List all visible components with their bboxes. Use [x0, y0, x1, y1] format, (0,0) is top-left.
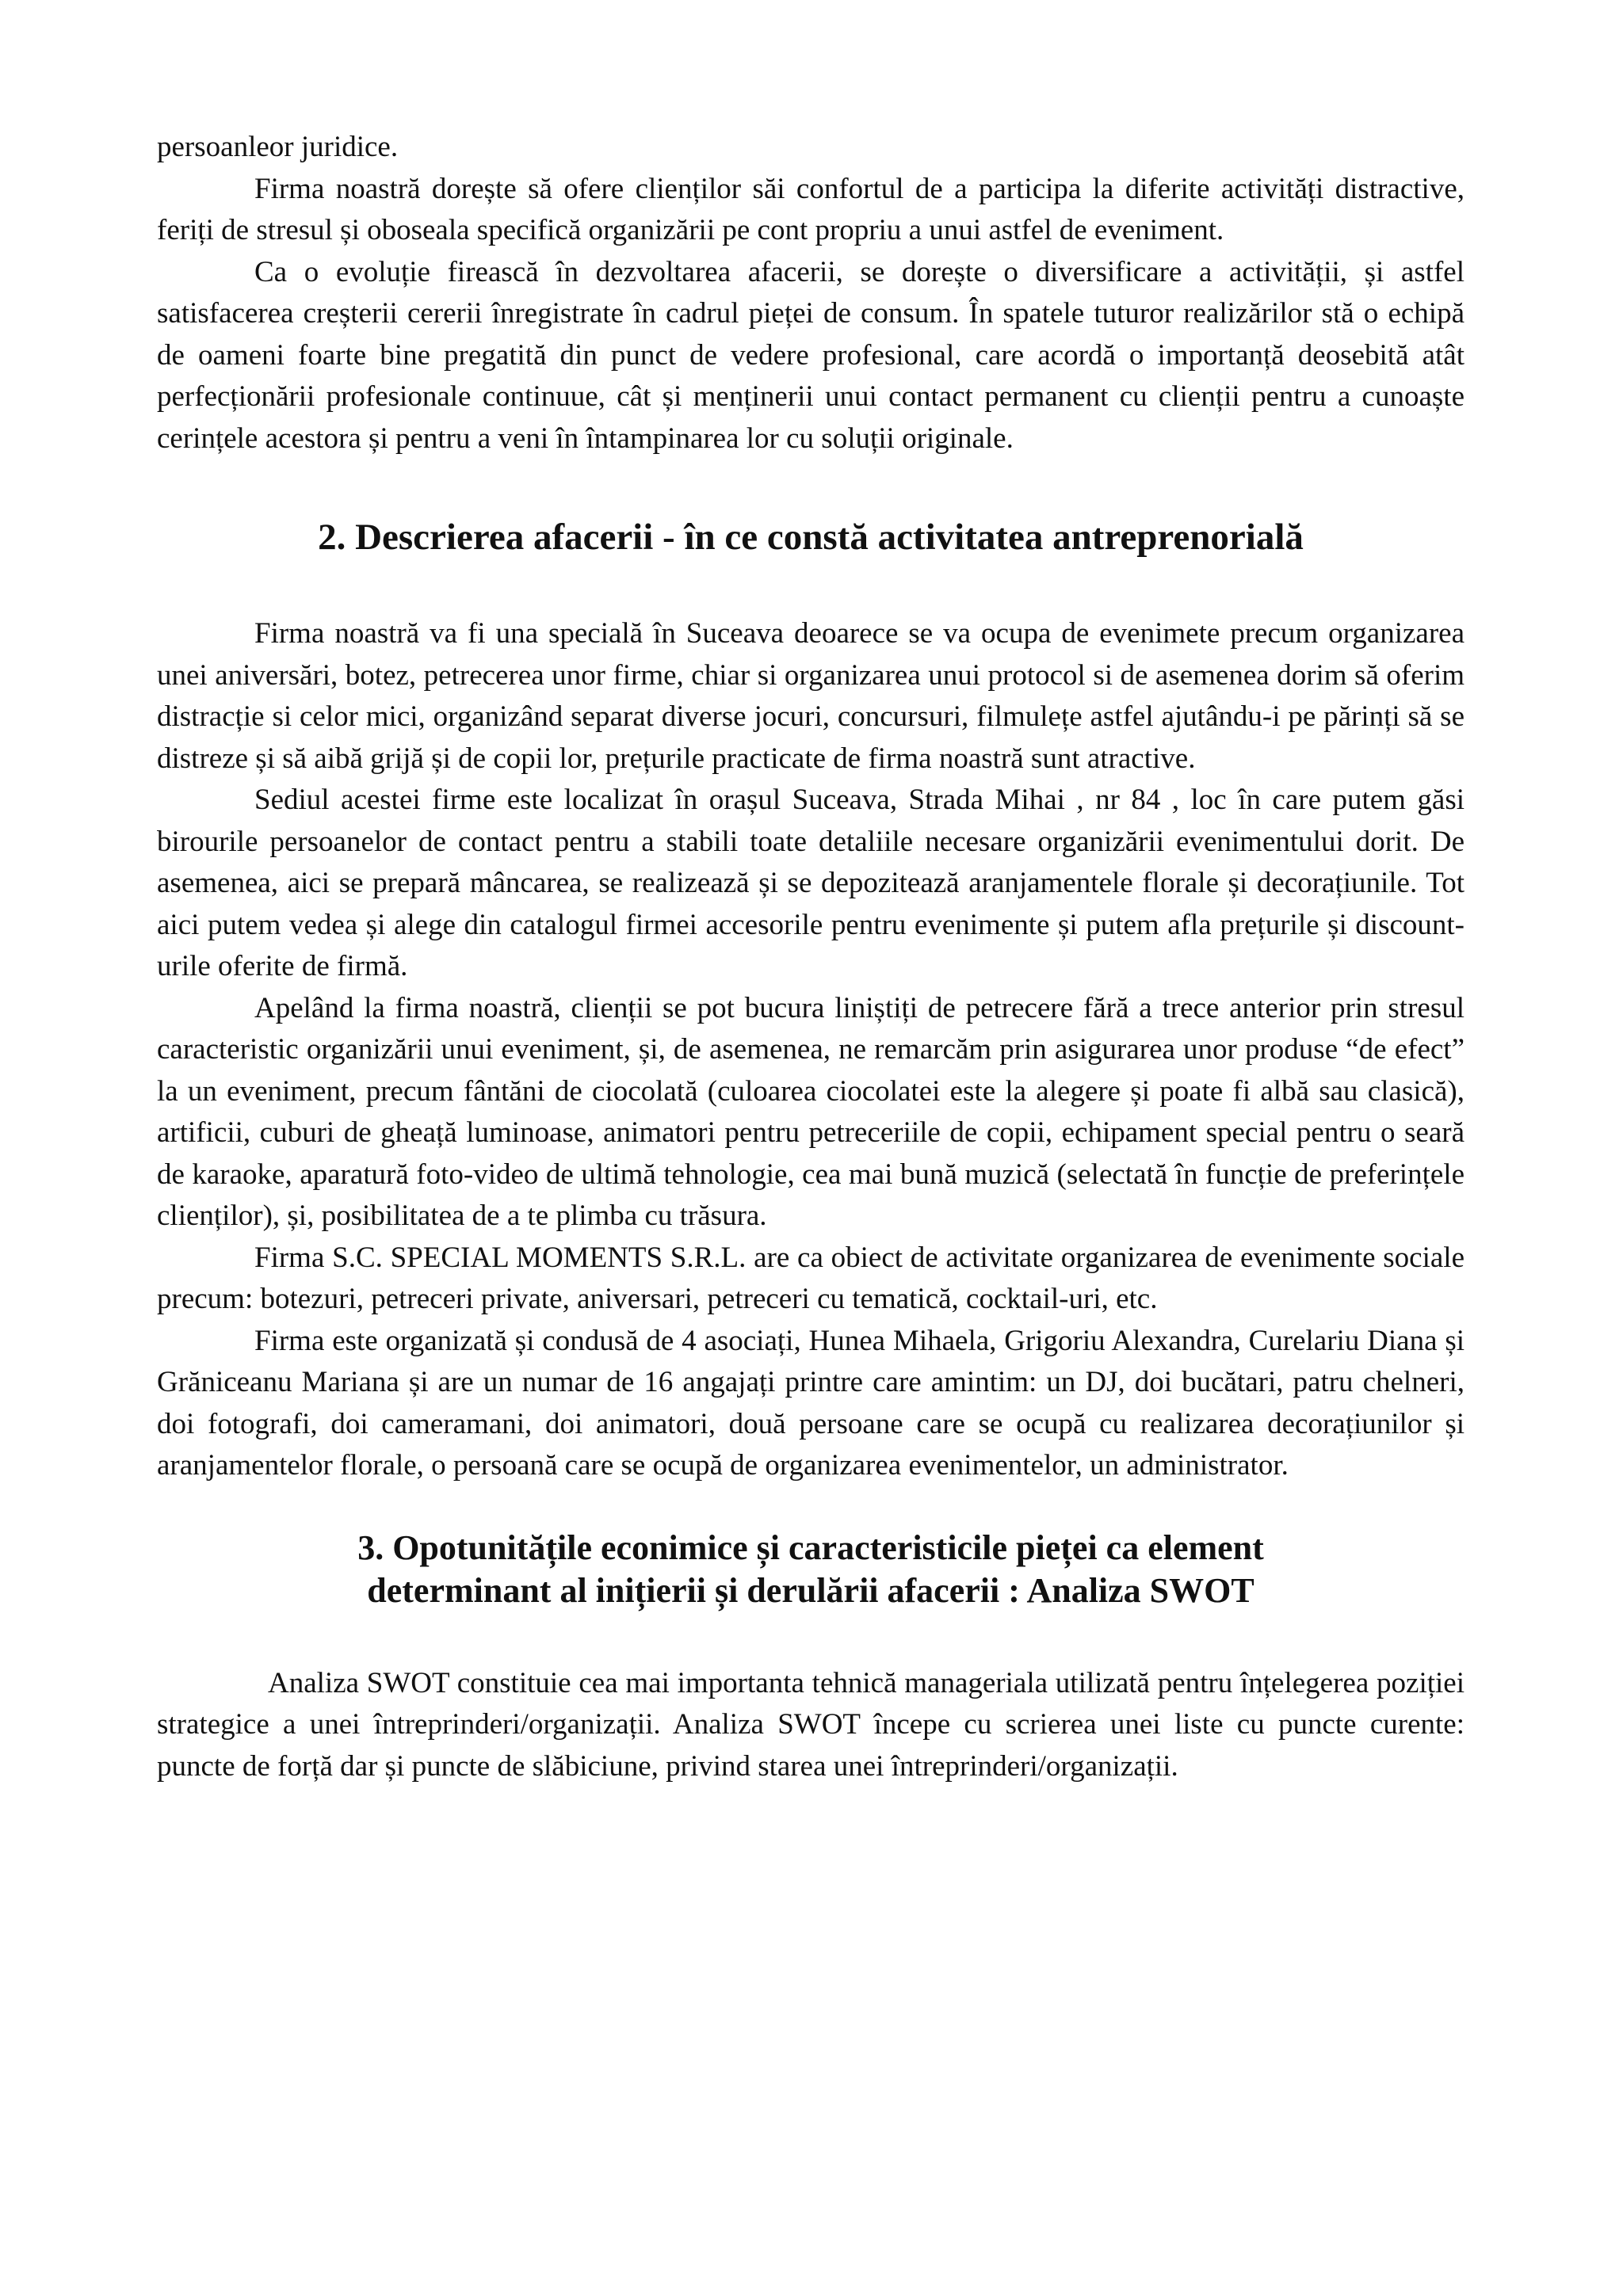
section-2-paragraph-4: Firma S.C. SPECIAL MOMENTS S.R.L. are ca obiect de activitate organizarea de evenimente sociale precum: botezuri, petreceri private, aniversari, petreceri cu tematică, cocktail-uri, etc.	[157, 1241, 1465, 1315]
section-2-paragraph-3: Apelând la firma noastră, clienții se pot bucura liniștiți de petrecere fără a trece anterior prin stresul caracteristic organizării unui eveniment, și, de asemenea, ne remarcăm prin asigurarea unor produse “de efect” la un eveniment, precum fântăni de ciocolată (culoarea ciocolatei este la alegere și poate fi albă sau clasică), artificii, cuburi de gheață luminoase, animatori pentru petreceriile de copii, echipament special pentru o seară de karaoke, aparatură foto-video de ultimă tehnologie, cea mai bună muzică (selectată în funcție de preferințele clienților), și, posibilitatea de a te plimba cu trăsura.	[157, 991, 1465, 1232]
section-2-paragraph-5: Firma este organizată și condusă de 4 asociați, Hunea Mihaela, Grigoriu Alexandra, Curelariu Diana și Grăniceanu Mariana și are un numar de 16 angajați printre care amintim: un DJ, doi bucătari, patru chelneri, doi fotografi, doi cameramani, doi animatori, două persoane care se ocupă cu realizarea decorațiunilor și aranjamentelor florale, o persoană care se ocupă de organizarea evenimentelor, un administrator.	[157, 1324, 1465, 1482]
section-2-paragraph-1: Firma noastră va fi una specială în Suceava deoarece se va ocupa de evenimete precum organizarea unei aniversări, botez, petrecerea unor firme, chiar si organizarea unui protocol si de asemenea dorim să oferim distracție si celor mici, organizând separat diverse jocuri, concursuri, filmulețe astfel ajutându-i pe părinți să se distreze și să aibă grijă și de copii lor, prețurile practicate de firma noastră sunt atractive.	[157, 617, 1465, 775]
section-2-paragraph-2: Sediul acestei firme este localizat în orașul Suceava, Strada Mihai , nr 84 , loc în care putem găsi birourile persoanelor de contact pentru a stabili toate detaliile necesare organizării evenimentului dorit. De asemenea, aici se prepară mâncarea, se realizează și se depozitează aranjamentele florale și decorațiunile. Tot aici putem vedea și alege din catalogul firmei accesorile pentru evenimente și putem afla prețurile și discount-urile oferite de firmă.	[157, 784, 1465, 982]
document-page	[157, 127, 1465, 1787]
section-3-heading-line-2: determinant al inițierii și derulării afacerii : Analiza SWOT	[367, 1570, 1254, 1610]
section-3-paragraph-1: Analiza SWOT constituie cea mai importanta tehnică manageriala utilizată pentru înțelegerea poziției strategice a unei întreprinderi/organizații. Analiza SWOT începe cu scrierea unei liste cu puncte curente: puncte de forță dar și puncte de slăbiciune, privind starea unei întreprinderi/organizații.	[157, 1666, 1465, 1783]
section-3-heading	[157, 1527, 1465, 1612]
intro-paragraph-0: persoanleor juridice.	[157, 131, 399, 163]
intro-paragraph-1: Firma noastră dorește să ofere clienților săi confortul de a participa la diferite activități distractive, feriți de stresul și oboseala specifică organizării pe cont propriu a unui astfel de eveniment.	[157, 172, 1465, 246]
section-3-heading-line-1: 3. Opotunitățile econimice și caracteristicile pieței ca element	[357, 1527, 1264, 1567]
intro-paragraph-2: Ca o evoluție firească în dezvoltarea afacerii, se dorește o diversificare a activității, și astfel satisfacerea creșterii cererii înregistrate în cadrul pieței de consum. În spatele tuturor realizărilor stă o echipă de oameni foarte bine pregatită din punct de vedere profesional, care acordă o importanță deosebită atât perfecționării profesionale continuue, cât și menținerii unui contact permanent cu clienții pentru a cunoaște cerințele acestora și pentru a veni în întampinarea lor cu soluții originale.	[157, 255, 1465, 455]
section-2-heading: 2. Descrierea afacerii - în ce constă activitatea antreprenorială	[318, 517, 1304, 558]
